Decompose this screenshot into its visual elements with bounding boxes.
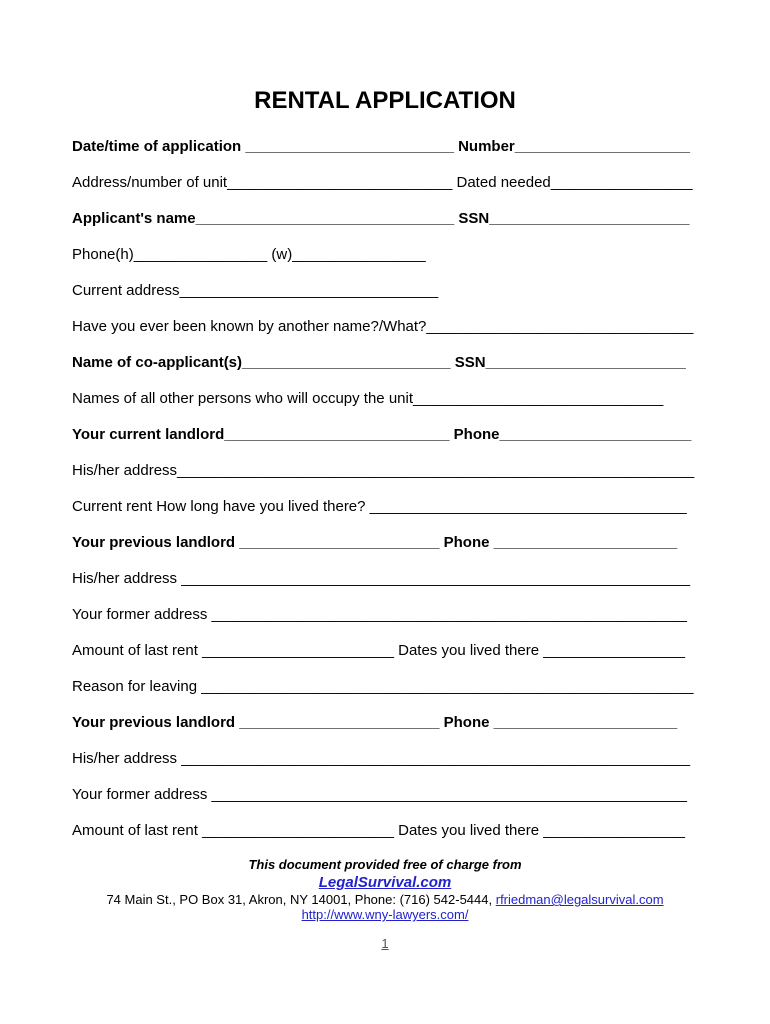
field-blank: _________________ xyxy=(550,174,693,191)
provided-free-text: This document provided free of charge from xyxy=(248,857,522,872)
form-row xyxy=(72,424,698,445)
form-row xyxy=(72,460,698,481)
document-title: RENTAL APPLICATION xyxy=(254,87,516,114)
form-row xyxy=(72,604,698,625)
field-blank: _________________ xyxy=(543,822,686,839)
document-footer xyxy=(72,857,698,922)
form-row xyxy=(72,568,698,589)
field-label: Amount of last rent xyxy=(72,822,203,839)
field-blank: ______________________ xyxy=(493,534,678,551)
field-blank: _______________________ xyxy=(499,426,692,443)
field-blank: _______________________________ xyxy=(179,282,439,299)
field-blank: _________________________ xyxy=(242,354,451,371)
field-label: Current rent How long have you lived there? xyxy=(72,498,370,515)
field-blank: ________________________ xyxy=(239,534,440,551)
field-label: Current address xyxy=(72,282,180,299)
field-label: Dated needed xyxy=(452,174,551,191)
form-row xyxy=(72,136,698,157)
form-row xyxy=(72,784,698,805)
field-blank: _______________________ xyxy=(202,642,394,659)
field-label: Phone xyxy=(449,426,500,443)
field-blank: ______________________________ xyxy=(413,390,664,407)
field-label: Phone xyxy=(439,534,494,551)
field-label: SSN xyxy=(454,210,490,227)
field-blank: _______________________________ xyxy=(195,210,455,227)
field-blank: _________________ xyxy=(543,642,686,659)
address-text: 74 Main St., PO Box 31, Akron, NY 14001, Phone: (716) 542-5444, xyxy=(106,892,496,907)
field-label: His/her address xyxy=(72,462,178,479)
field-label: Your former address xyxy=(72,606,212,623)
form-row xyxy=(72,244,698,265)
field-label: Date/time of application xyxy=(72,138,246,155)
field-label: SSN xyxy=(450,354,486,371)
form-row xyxy=(72,748,698,769)
field-blank: ______________________________________________________________ xyxy=(177,462,695,479)
field-label: Your previous landlord xyxy=(72,534,240,551)
field-label: Your former address xyxy=(72,786,212,803)
field-label: His/her address xyxy=(72,570,182,587)
form-row xyxy=(72,640,698,661)
form-row xyxy=(72,280,698,301)
form-row xyxy=(72,712,698,733)
email-link[interactable]: rfriedman@legalsurvival.com xyxy=(495,892,664,907)
field-blank: _________________________ xyxy=(245,138,454,155)
site-link-line xyxy=(72,873,698,892)
field-blank: ________________________ xyxy=(485,354,686,371)
field-label: Phone(h) xyxy=(72,246,134,263)
field-blank: ___________________________ xyxy=(224,426,450,443)
field-label: Names of all other persons who will occupy the unit xyxy=(72,390,414,407)
field-label: Applicant's name xyxy=(72,210,196,227)
form-row xyxy=(72,352,698,373)
form-rows xyxy=(72,136,698,841)
field-blank: ________________ xyxy=(292,246,426,263)
field-label: Have you ever been known by another name?/What? xyxy=(72,318,427,335)
field-label: Your current landlord xyxy=(72,426,225,443)
field-blank: ______________________ xyxy=(493,714,678,731)
field-label: His/her address xyxy=(72,750,182,767)
field-blank: ________________________ xyxy=(489,210,690,227)
field-blank: ________________________________ xyxy=(426,318,694,335)
field-label: Reason for leaving xyxy=(72,678,202,695)
form-row xyxy=(72,676,698,697)
field-blank: ______________________________________ xyxy=(369,498,687,515)
field-label: Number xyxy=(453,138,515,155)
field-blank: ___________________________ xyxy=(227,174,453,191)
field-label: Dates you lived there xyxy=(393,642,544,659)
form-row xyxy=(72,388,698,409)
legalsurvival-link[interactable]: LegalSurvival.com xyxy=(318,874,452,891)
field-label: (w) xyxy=(267,246,293,263)
form-row xyxy=(72,496,698,517)
field-label: Amount of last rent xyxy=(72,642,203,659)
address-line xyxy=(72,892,698,907)
field-blank: ________________________ xyxy=(239,714,440,731)
form-row xyxy=(72,316,698,337)
form-row xyxy=(72,172,698,193)
field-blank: _______________________ xyxy=(202,822,394,839)
website-link[interactable]: http://www.wny-lawyers.com/ xyxy=(301,907,469,922)
page-number: 1 xyxy=(381,936,389,951)
field-label: Your previous landlord xyxy=(72,714,240,731)
field-blank: _____________________________________________________________ xyxy=(181,570,691,587)
form-row xyxy=(72,532,698,553)
form-row xyxy=(72,820,698,841)
field-label: Address/number of unit xyxy=(72,174,228,191)
field-label: Phone xyxy=(439,714,494,731)
field-label: Name of co-applicant(s) xyxy=(72,354,243,371)
field-blank: _____________________________________________________________ xyxy=(181,750,691,767)
field-blank: _________________________________________________________ xyxy=(211,606,688,623)
field-blank: ___________________________________________________________ xyxy=(201,678,694,695)
field-blank: _________________________________________________________ xyxy=(211,786,688,803)
field-label: Dates you lived there xyxy=(393,822,544,839)
field-blank: _____________________ xyxy=(514,138,690,155)
form-row xyxy=(72,208,698,229)
url-line xyxy=(72,907,698,922)
field-blank: ________________ xyxy=(133,246,268,263)
